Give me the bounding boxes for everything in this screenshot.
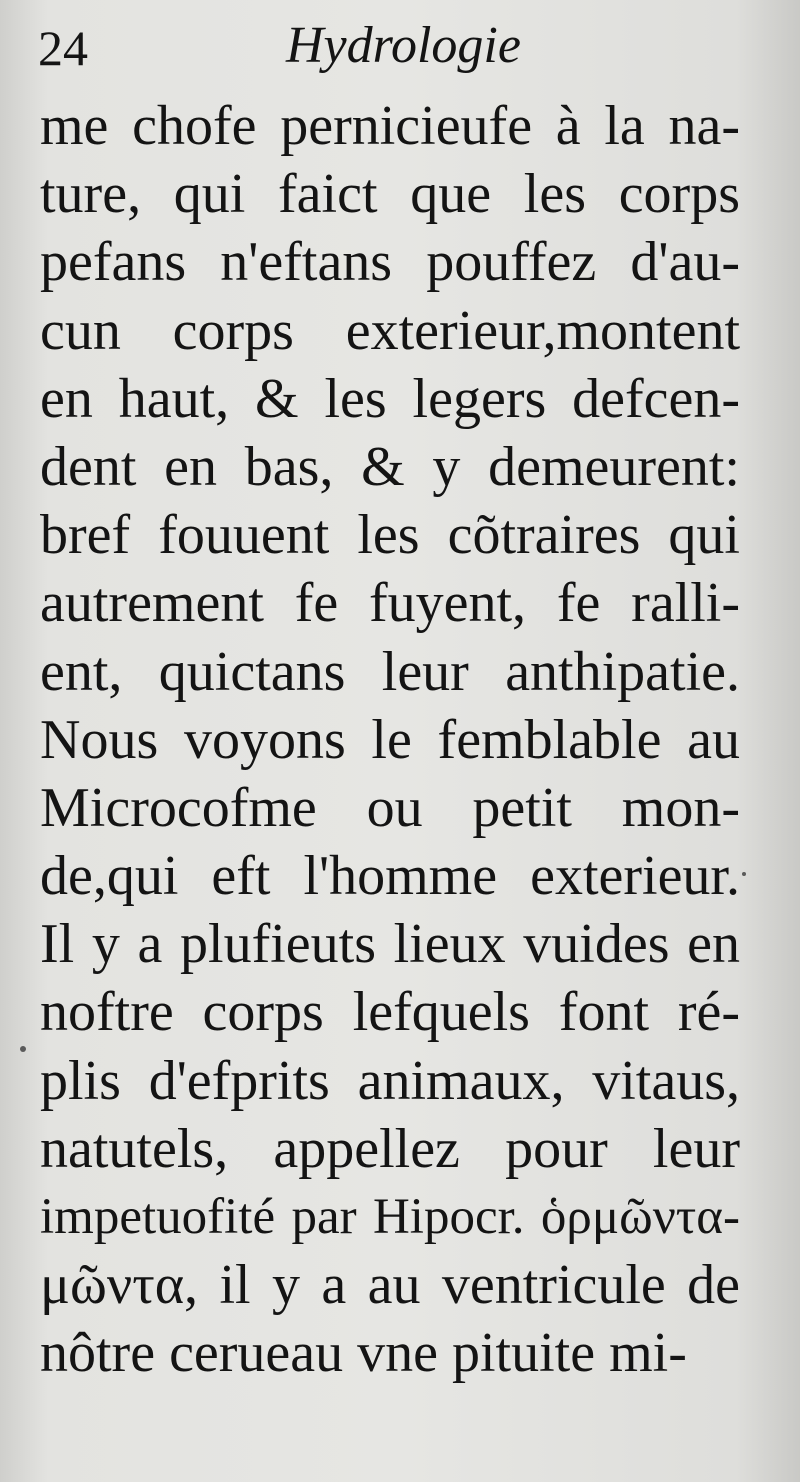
running-title: Hydrologie: [286, 17, 521, 74]
text-line: natutels, appellez pour leur: [40, 1117, 740, 1180]
text-line: noftre corps lefquels font ré-: [40, 981, 740, 1044]
text-line: impetuofité par Hipocr. ὁρμῶντα-: [40, 1189, 740, 1245]
text-line: ent, quictans leur anthipatie.: [40, 640, 740, 703]
text-line: Microcofme ou petit mon-: [40, 776, 740, 839]
text-line: autrement fe fuyent, fe ralli-: [40, 572, 740, 635]
text-line: cun corps exterieur,montent: [40, 299, 740, 362]
text-line: nôtre cerueau vne pituite mi-: [40, 1322, 687, 1385]
text-line: me chofe pernicieufe à la na-: [40, 95, 740, 157]
text-line: pefans n'eftans pouffez d'au-: [40, 231, 740, 294]
ink-speck: [20, 1046, 26, 1052]
text-line: Il y a plufieuts lieux vuides en: [40, 913, 740, 976]
text-line: dent en bas, & y demeurent:: [40, 435, 740, 498]
page-number: 24: [38, 20, 88, 76]
body-text: [40, 92, 740, 1388]
text-line: Nous voyons le femblable au: [40, 708, 740, 771]
ink-speck: [742, 872, 746, 876]
text-line: μῶντα, il y a au ventricule de: [40, 1254, 740, 1317]
text-line: en haut, & les legers defcen-: [40, 367, 740, 430]
text-line: plis d'efprits animaux, vitaus,: [40, 1049, 740, 1112]
text-line: ture, qui faict que les corps: [40, 163, 740, 226]
text-line: de,qui eft l'homme exterieur.: [40, 845, 740, 908]
text-line: bref fouuent les cõtraires qui: [40, 504, 740, 567]
